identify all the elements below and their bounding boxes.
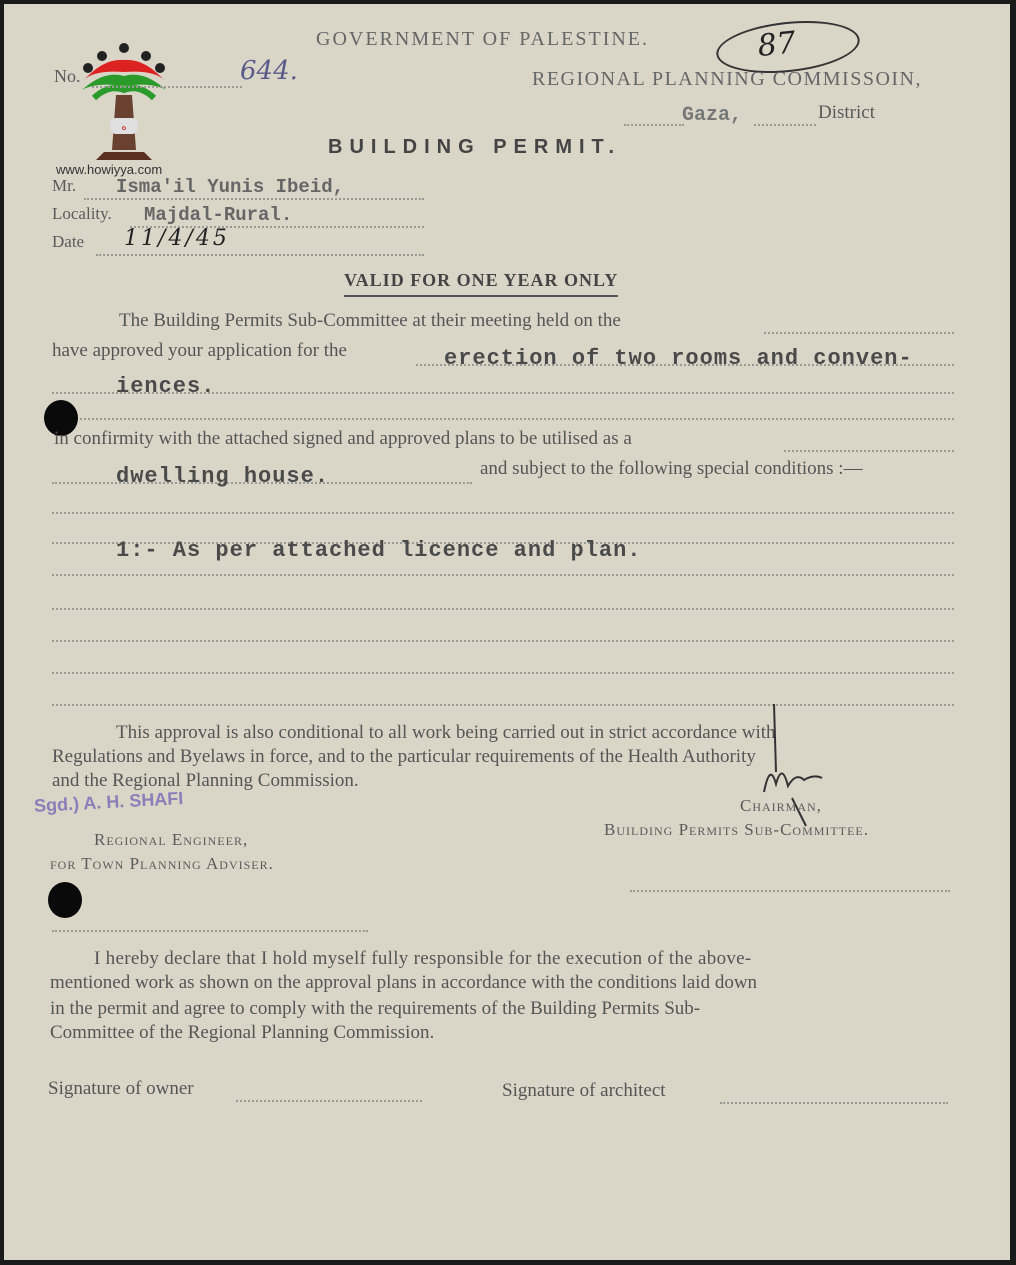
approval-line-3: and the Regional Planning Commission. xyxy=(52,770,359,791)
permit-number: 644. xyxy=(240,56,298,86)
declaration-line-4: Committee of the Regional Planning Commission. xyxy=(50,1022,435,1043)
architect-signature-label: Signature of architect xyxy=(502,1080,666,1101)
number-label: No. xyxy=(54,66,81,86)
work-description-2: iences. xyxy=(116,374,216,399)
validity-notice: VALID FOR ONE YEAR ONLY xyxy=(344,270,618,297)
engineer-title: Regional Engineer, xyxy=(94,830,249,849)
approval-line-1: This approval is also conditional to all work being carried out in strict accordance with xyxy=(116,722,776,743)
permit-document xyxy=(4,4,1010,1260)
meeting-line: The Building Permits Sub-Committee at their meeting held on the xyxy=(119,310,621,331)
owner-signature-label: Signature of owner xyxy=(48,1078,194,1099)
mr-label: Mr. xyxy=(52,176,77,195)
locality-label: Locality. xyxy=(52,204,112,223)
district-label: District xyxy=(818,102,875,123)
date-label: Date xyxy=(52,232,85,251)
engineer-stamp: Sgd.) A. H. SHAFI xyxy=(33,788,184,816)
conformity-line: in confirmity with the attached signed and approved plans to be utilised as a xyxy=(54,428,632,449)
stamp-number: 87 xyxy=(755,25,798,65)
special-condition: 1:- As per attached licence and plan. xyxy=(116,538,642,563)
conditions-line: and subject to the following special conditions :— xyxy=(480,458,863,479)
district-value: Gaza, xyxy=(682,104,743,127)
building-use: dwelling house. xyxy=(116,464,330,489)
approval-line-2: Regulations and Byelaws in force, and to the particular requirements of the Health Authority xyxy=(52,746,756,767)
punch-hole-bottom xyxy=(48,882,82,918)
permit-date: 11/4/45 xyxy=(124,226,230,251)
committee-title: Building Permits Sub-Committee. xyxy=(604,820,869,839)
svg-text:ه: ه xyxy=(121,122,127,133)
applicant-name: Isma'il Yunis Ibeid, xyxy=(116,176,345,198)
government-title: GOVERNMENT OF PALESTINE. xyxy=(316,28,650,50)
chairman-title: Chairman, xyxy=(740,796,822,815)
application-line: have approved your application for the xyxy=(52,340,347,361)
engineer-for: for Town Planning Adviser. xyxy=(50,854,274,873)
declaration-line-1: I hereby declare that I hold myself fully responsible for the execution of the above- xyxy=(94,948,752,969)
locality-value: Majdal-Rural. xyxy=(144,204,293,226)
tree-logo xyxy=(74,40,174,170)
declaration-line-3: in the permit and agree to comply with the requirements of the Building Permits Sub- xyxy=(50,998,701,1019)
work-description-1: erection of two rooms and conven- xyxy=(444,346,913,371)
watermark-site: www.howiyya.com xyxy=(56,162,163,177)
commission-title: REGIONAL PLANNING COMMISSOIN, xyxy=(532,68,922,90)
document-title: BUILDING PERMIT. xyxy=(328,136,622,158)
declaration-line-2: mentioned work as shown on the approval plans in accordance with the conditions laid down xyxy=(50,972,758,993)
